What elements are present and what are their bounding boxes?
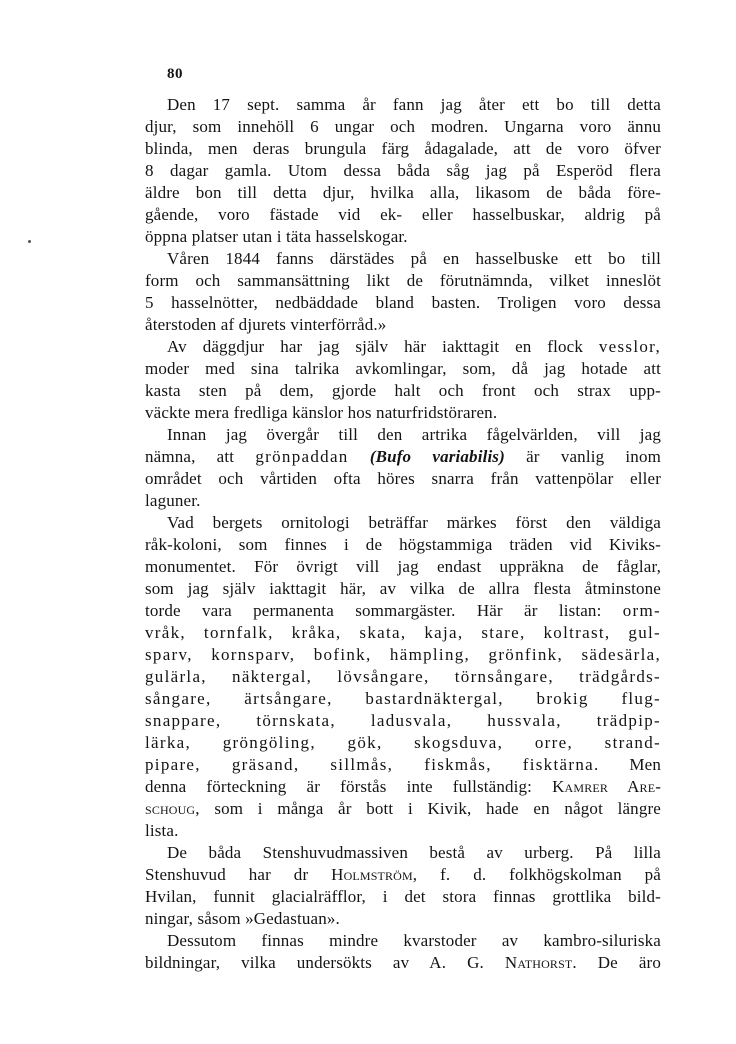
page-number: 80	[167, 66, 183, 82]
text-line: pipare, gräsand, sillmås, fiskmås, fisktärna. Men	[145, 755, 661, 774]
text-line: Den 17 sept. samma år fann jag åter ett bo till detta	[167, 95, 661, 114]
text-line: Hvilan, funnit glacialräfflor, i det stora finnas grottlika bild-	[145, 887, 661, 906]
text-line: sångare, ärtsångare, bastardnäktergal, brokig flug-	[145, 689, 661, 708]
text-line: laguner.	[145, 491, 201, 510]
text-line: monumentet. För övrigt vill jag endast uppräkna de fåglar,	[145, 557, 661, 576]
text-line: De båda Stenshuvudmassiven bestå av urberg. På lilla	[167, 843, 661, 862]
text-line: 5 hasselnötter, nedbäddade bland basten. Troligen voro dessa	[145, 293, 661, 312]
text-line: Dessutom finnas mindre kvarstoder av kambro-siluriska	[167, 931, 661, 950]
body-text	[145, 94, 661, 974]
text-line: öppna platser utan i täta hasselskogar.	[145, 227, 408, 246]
text-line: sparv, kornsparv, bofink, hämpling, grönfink, sädesärla,	[145, 645, 661, 664]
text-line: Innan jag övergår till den artrika fågelvärlden, vill jag	[167, 425, 661, 444]
text-line: äldre bon till detta djur, hvilka alla, likasom de båda före-	[145, 183, 661, 202]
text-line: råk-koloni, som finnes i de högstammiga träden vid Kiviks-	[145, 535, 661, 554]
text-line: Vad bergets ornitologi beträffar märkes först den väldiga	[167, 513, 661, 532]
text-line: lista.	[145, 821, 179, 840]
text-line: moder med sina talrika avkomlingar, som, då jag hotade att	[145, 359, 661, 378]
text-line: 8 dagar gamla. Utom dessa båda såg jag på Esperöd flera	[145, 161, 661, 180]
text-line: form och sammansättning likt de förutnämnda, vilket inneslöt	[145, 271, 661, 290]
text-line: snappare, törnskata, ladusvala, hussvala, trädpip-	[145, 711, 661, 730]
text-line: schoug, som i många år bott i Kivik, hade en något längre	[145, 799, 661, 818]
text-line: Våren 1844 fanns därstädes på en hasselbuske ett bo till	[167, 249, 661, 268]
text-line: som jag själv iakttagit här, av vilka de allra flesta åtminstone	[145, 579, 661, 598]
text-line: blinda, men deras brungula färg ådagalade, att de voro öfver	[145, 139, 661, 158]
text-line: området och vårtiden ofta höres snarra från vattenpölar eller	[145, 469, 661, 488]
text-line: gående, voro fästade vid ek- eller hasselbuskar, aldrig på	[145, 205, 661, 224]
text-line: återstoden af djurets vinterförråd.»	[145, 315, 387, 334]
text-line: lärka, gröngöling, gök, skogsduva, orre, strand-	[145, 733, 661, 752]
margin-speck	[28, 240, 31, 243]
text-line: gulärla, näktergal, lövsångare, törnsångare, trädgårds-	[145, 667, 661, 686]
text-line: bildningar, vilka undersökts av A. G. Nathorst. De äro	[145, 953, 661, 972]
text-line: torde vara permanenta sommargäster. Här är listan: orm-	[145, 601, 661, 620]
text-line: denna förteckning är förstås inte fullständig: Kamrer Are-	[145, 777, 662, 796]
text-line: kasta sten på dem, gjorde halt och front och strax upp-	[145, 381, 661, 400]
text-line: nämna, att grönpaddan (Bufo variabilis) är vanlig inom	[145, 447, 661, 466]
text-line: djur, som innehöll 6 ungar och modren. Ungarna voro ännu	[145, 117, 661, 136]
text-line: Stenshuvud har dr Holmström, f. d. folkhögskolman på	[145, 865, 661, 884]
text-line: vråk, tornfalk, kråka, skata, kaja, stare, koltrast, gul-	[145, 623, 661, 642]
text-line: ningar, såsom »Gedastuan».	[145, 909, 340, 928]
text-line: Av däggdjur har jag själv här iakttagit en flock vesslor,	[167, 337, 661, 356]
text-line: väckte mera fredliga känslor hos naturfridstöraren.	[145, 403, 498, 422]
